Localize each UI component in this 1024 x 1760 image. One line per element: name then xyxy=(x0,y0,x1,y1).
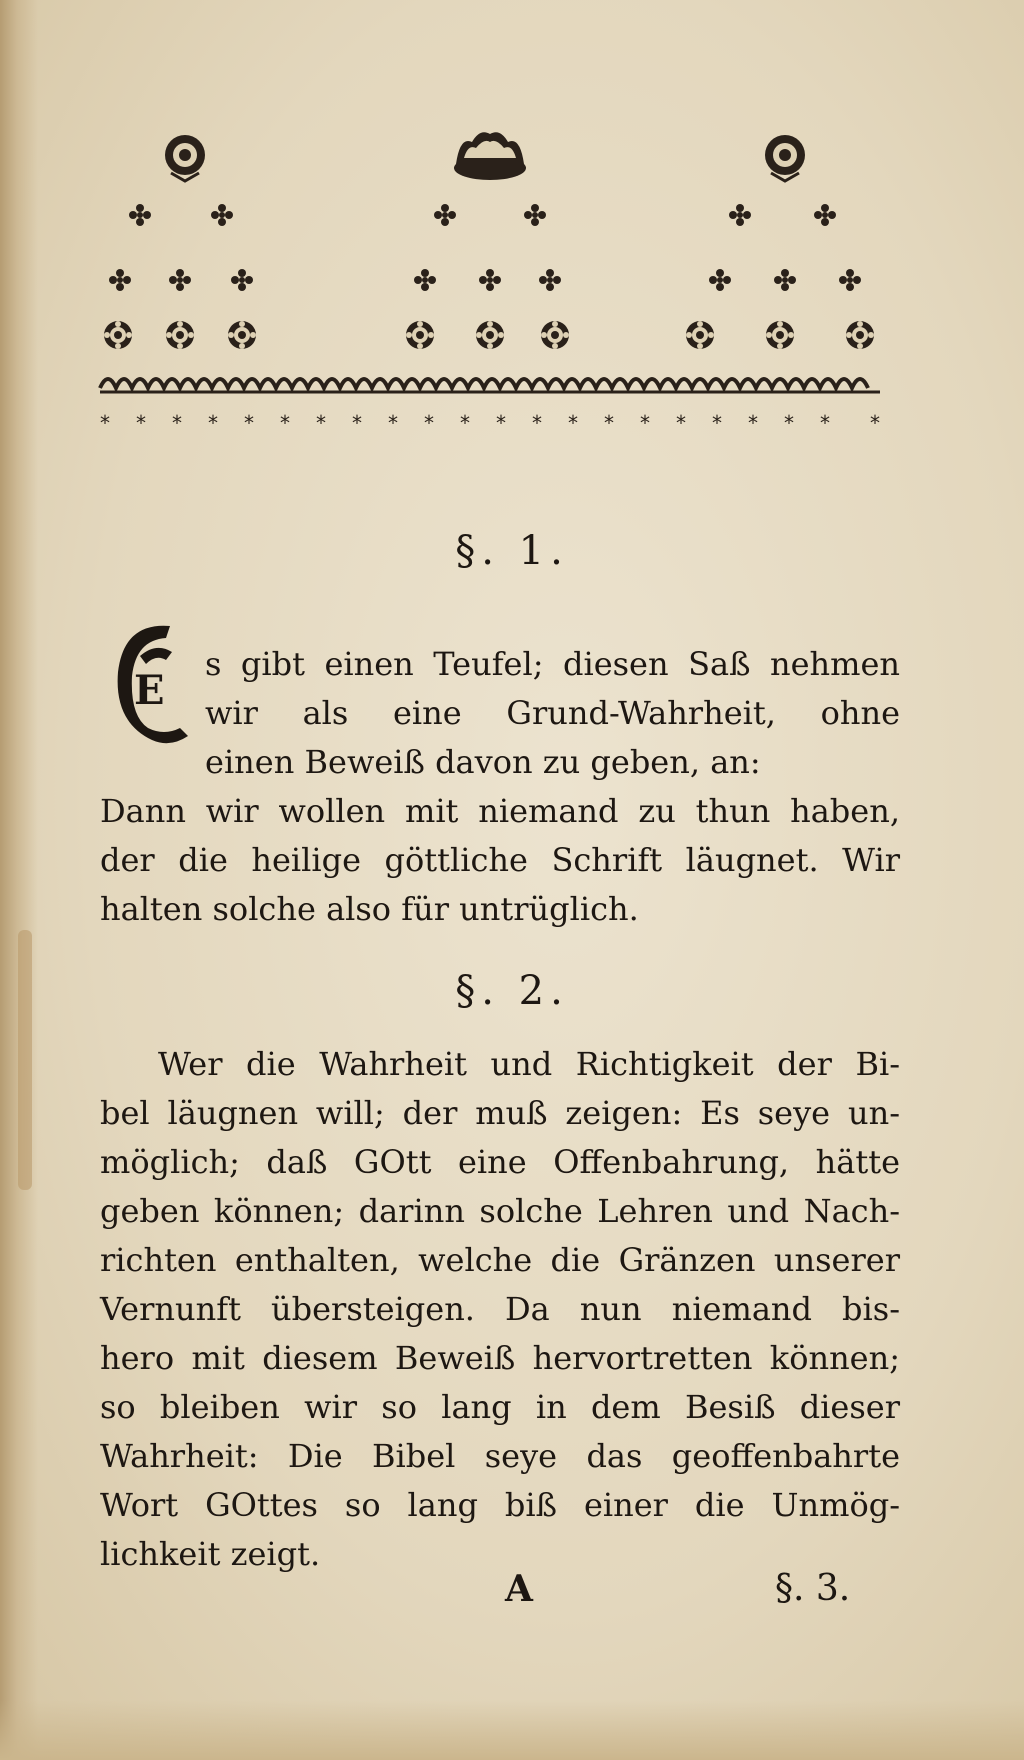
svg-text:*: * xyxy=(676,411,686,435)
svg-text:*: * xyxy=(460,411,470,435)
text-line: bel läugnen will; der muß zeigen: Es seye un- xyxy=(100,1094,900,1132)
signature-mark: A xyxy=(505,1568,533,1610)
text-line: richten enthalten, welche die Gränzen unserer xyxy=(100,1241,900,1279)
text-line: der die heilige göttliche Schrift läugnet. Wir xyxy=(100,841,900,879)
svg-text:E: E xyxy=(134,667,165,714)
svg-text:*: * xyxy=(316,411,326,435)
section-2-heading: §. 2. xyxy=(455,968,569,1014)
svg-text:*: * xyxy=(604,411,614,435)
page-bottom-edge xyxy=(0,1700,1024,1760)
text-line: lichkeit zeigt. xyxy=(100,1535,321,1573)
text-line: s gibt einen Teufel; diesen Saß nehmen xyxy=(205,645,900,683)
svg-text:*: * xyxy=(820,411,830,435)
svg-text:*: * xyxy=(100,411,110,435)
svg-text:*: * xyxy=(640,411,650,435)
svg-text:*: * xyxy=(568,411,578,435)
text-line: Wer die Wahrheit und Richtigkeit der Bi- xyxy=(158,1045,900,1083)
svg-text:*: * xyxy=(532,411,542,435)
svg-text:*: * xyxy=(870,411,880,435)
svg-text:*: * xyxy=(748,411,758,435)
text-line: hero mit diesem Beweiß hervortretten können; xyxy=(100,1339,900,1377)
text-line: Wahrheit: Die Bibel seye das geoffenbahrte xyxy=(100,1437,900,1475)
text-line: Dann wir wollen mit niemand zu thun haben, xyxy=(100,792,900,830)
ornament-header xyxy=(80,130,920,450)
svg-text:*: * xyxy=(388,411,398,435)
svg-text:*: * xyxy=(352,411,362,435)
section-2-text xyxy=(100,1040,900,1579)
svg-text:*: * xyxy=(496,411,506,435)
text-line: einen Beweiß davon zu geben, an: xyxy=(205,743,761,781)
svg-text:*: * xyxy=(208,411,218,435)
section-1-text xyxy=(100,640,900,934)
svg-text:*: * xyxy=(280,411,290,435)
text-line: so bleiben wir so lang in dem Besiß dieser xyxy=(100,1388,900,1426)
text-line: möglich; daß GOtt eine Offenbahrung, hätte xyxy=(100,1143,900,1181)
text-line: halten solche also für untrüglich. xyxy=(100,890,639,928)
svg-text:*: * xyxy=(136,411,146,435)
svg-text:*: * xyxy=(172,411,182,435)
section-1-heading: §. 1. xyxy=(455,528,569,574)
svg-text:*: * xyxy=(424,411,434,435)
catchword: §. 3. xyxy=(775,1568,851,1609)
book-spine-edge xyxy=(0,0,38,1760)
crown-icon xyxy=(454,130,526,180)
svg-text:*: * xyxy=(784,411,794,435)
svg-text:*: * xyxy=(712,411,722,435)
text-line: geben können; darinn solche Lehren und Nach- xyxy=(100,1192,900,1230)
svg-text:*: * xyxy=(244,411,254,435)
text-line: wir als eine Grund-Wahrheit, ohne xyxy=(205,694,900,732)
text-line: Vernunft übersteigen. Da nun niemand bis- xyxy=(100,1290,900,1328)
text-line: Wort GOttes so lang biß einer die Unmög- xyxy=(100,1486,900,1524)
